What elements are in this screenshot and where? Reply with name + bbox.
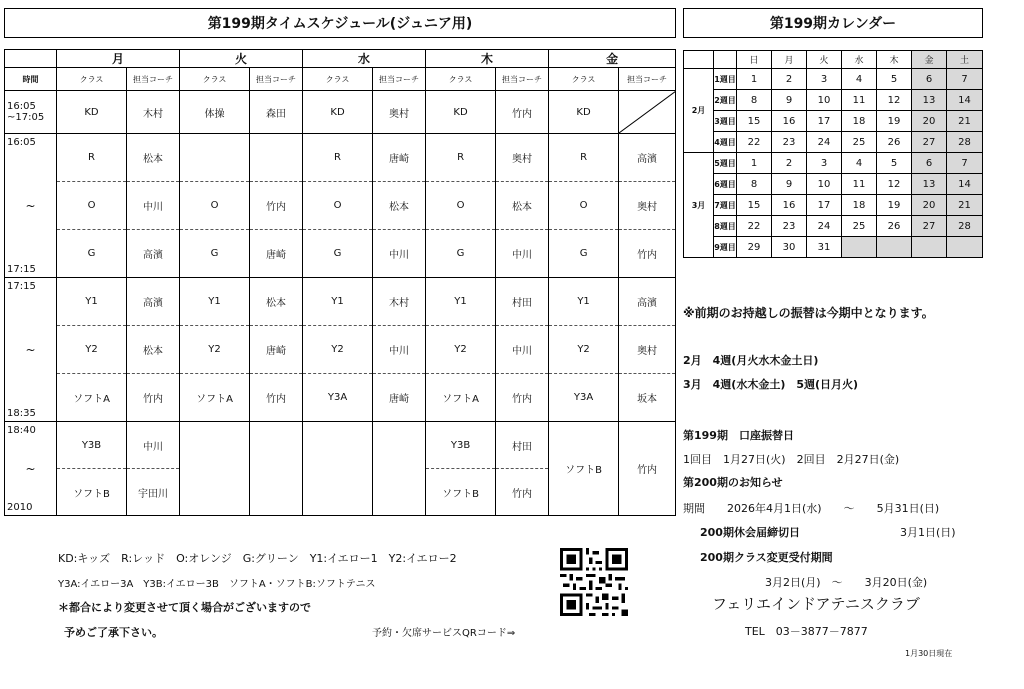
coach-header: 担当コーチ xyxy=(250,68,303,91)
cal-week-label: 6週目 xyxy=(714,174,737,195)
calendar-title xyxy=(683,8,983,38)
class-cell: R xyxy=(549,134,619,182)
cal-date: 28 xyxy=(947,132,983,153)
cal-date: 4 xyxy=(842,69,877,90)
cal-date: 25 xyxy=(842,132,877,153)
cal-date: 11 xyxy=(842,90,877,111)
cal-date: 8 xyxy=(737,90,772,111)
day-fri: 金 xyxy=(549,50,676,68)
coach-cell: 松本 xyxy=(373,182,426,230)
cal-date: 6 xyxy=(912,69,947,90)
class-cell: Y2 xyxy=(426,326,496,374)
coach-cell: 松本 xyxy=(127,134,180,182)
class-cell: 体操 xyxy=(180,91,250,134)
club-tel: TEL 03－3877－7877 xyxy=(745,625,868,638)
diagonal-cell xyxy=(619,91,676,134)
class-cell: Y1 xyxy=(549,278,619,326)
coach-header: 担当コーチ xyxy=(373,68,426,91)
corner-cell xyxy=(5,50,57,68)
coach-header: 担当コーチ xyxy=(496,68,549,91)
class-cell: G xyxy=(303,230,373,278)
class-cell: G xyxy=(549,230,619,278)
cal-date: 17 xyxy=(807,195,842,216)
class-cell: Y2 xyxy=(180,326,250,374)
mar-weeks-note: 3月 4週(水木金土) 5週(日月火) xyxy=(683,378,859,391)
cal-date: 17 xyxy=(807,111,842,132)
coach-cell: 竹内 xyxy=(250,182,303,230)
coach-cell: 奥村 xyxy=(373,91,426,134)
time-mid: ~ xyxy=(25,342,36,357)
transfer-dates: 1回目 1月27日(火) 2回目 2月27日(金) xyxy=(683,453,900,466)
cal-date: 5 xyxy=(877,69,912,90)
qr-label: 予約・欠席サービスQRコード⇒ xyxy=(372,628,516,639)
class-header: クラス xyxy=(303,68,373,91)
cal-date: 14 xyxy=(947,90,983,111)
class-cell: ソフトA xyxy=(180,374,250,422)
cal-date: 7 xyxy=(947,69,983,90)
coach-header: 担当コーチ xyxy=(127,68,180,91)
cal-date: 24 xyxy=(807,216,842,237)
coach-cell: 中川 xyxy=(127,422,180,469)
coach-cell: 奥村 xyxy=(619,182,676,230)
cal-date: 14 xyxy=(947,174,983,195)
qr-code[interactable] xyxy=(560,548,628,616)
calendar-week-row xyxy=(684,216,983,237)
coach-cell: 竹内 xyxy=(496,469,549,516)
class-cell: KD xyxy=(303,91,373,134)
class-header: クラス xyxy=(180,68,250,91)
time-end: 17:15 xyxy=(7,264,36,275)
calendar-week-row xyxy=(684,90,983,111)
coach-cell xyxy=(373,422,426,516)
coach-cell: 木村 xyxy=(127,91,180,134)
class-cell: Y3A xyxy=(549,374,619,422)
cal-date: 28 xyxy=(947,216,983,237)
cal-date: 23 xyxy=(772,216,807,237)
cal-day-sun: 日 xyxy=(737,51,772,69)
cal-date: 1 xyxy=(737,69,772,90)
cal-date xyxy=(842,237,877,258)
cal-date: 11 xyxy=(842,174,877,195)
coach-cell: 中川 xyxy=(127,182,180,230)
cal-date xyxy=(877,237,912,258)
coach-cell: 松本 xyxy=(250,278,303,326)
cal-date: 15 xyxy=(737,111,772,132)
coach-cell: 松本 xyxy=(496,182,549,230)
class-change-period: 3月2日(月) ～ 3月20日(金) xyxy=(765,576,928,589)
cal-date: 4 xyxy=(842,153,877,174)
cal-month-mar: 3月 xyxy=(684,153,714,258)
calendar-week-row xyxy=(684,237,983,258)
coach-cell: 竹内 xyxy=(250,374,303,422)
coach-cell: 村田 xyxy=(496,278,549,326)
coach-cell: 中川 xyxy=(496,326,549,374)
day-mon: 月 xyxy=(57,50,180,68)
table-row xyxy=(5,134,676,182)
coach-cell: 竹内 xyxy=(496,374,549,422)
cal-week-label: 8週目 xyxy=(714,216,737,237)
calendar-header-row xyxy=(684,51,983,69)
day-wed: 水 xyxy=(303,50,426,68)
cal-day-fri: 金 xyxy=(912,51,947,69)
cal-date: 16 xyxy=(772,111,807,132)
cal-date: 26 xyxy=(877,216,912,237)
class-cell: ソフトA xyxy=(57,374,127,422)
class-cell: R xyxy=(57,134,127,182)
class-cell: O xyxy=(57,182,127,230)
class-cell: ソフトA xyxy=(426,374,496,422)
cal-month-feb: 2月 xyxy=(684,69,714,153)
cal-date: 15 xyxy=(737,195,772,216)
cal-date: 2 xyxy=(772,69,807,90)
legend-line-4: 予めご了承下さい。 xyxy=(64,626,163,639)
absence-deadline-date: 3月1日(日) xyxy=(900,526,956,539)
cal-date: 2 xyxy=(772,153,807,174)
cal-date: 25 xyxy=(842,216,877,237)
cal-date: 18 xyxy=(842,111,877,132)
class-cell: KD xyxy=(57,91,127,134)
time-end: 18:35 xyxy=(7,408,36,419)
class-cell: G xyxy=(57,230,127,278)
coach-cell: 中川 xyxy=(373,230,426,278)
carryover-note: ※前期のお持越しの振替は今期中となります。 xyxy=(683,306,934,320)
class-cell: Y1 xyxy=(57,278,127,326)
class-cell: ソフトB xyxy=(549,422,619,516)
cal-date: 22 xyxy=(737,132,772,153)
coach-cell: 奥村 xyxy=(496,134,549,182)
calendar-week-row xyxy=(684,132,983,153)
diagonal-line xyxy=(619,91,676,133)
time-mid: ~ xyxy=(25,198,36,213)
class-cell: G xyxy=(426,230,496,278)
cal-week-label: 2週目 xyxy=(714,90,737,111)
cal-date xyxy=(947,237,983,258)
cal-date: 10 xyxy=(807,90,842,111)
calendar-week-row xyxy=(684,111,983,132)
cal-day-wed: 水 xyxy=(842,51,877,69)
coach-cell xyxy=(250,422,303,516)
cal-date: 13 xyxy=(912,90,947,111)
cal-week-label: 5週目 xyxy=(714,153,737,174)
schedule-title xyxy=(4,8,676,38)
coach-cell: 唐崎 xyxy=(373,134,426,182)
coach-cell: 竹内 xyxy=(619,422,676,516)
cal-date: 9 xyxy=(772,174,807,195)
coach-cell: 奥村 xyxy=(619,326,676,374)
calendar-title-text: 第199期カレンダー xyxy=(769,16,897,32)
cal-week-label: 3週目 xyxy=(714,111,737,132)
time-header: 時間 xyxy=(5,68,57,91)
cal-date: 23 xyxy=(772,132,807,153)
time-cell xyxy=(5,91,57,134)
cal-date: 26 xyxy=(877,132,912,153)
transfer-title: 第199期 口座振替日 xyxy=(683,429,794,442)
cal-date: 27 xyxy=(912,216,947,237)
table-row xyxy=(5,422,676,469)
cal-week-label: 1週目 xyxy=(714,69,737,90)
table-row xyxy=(5,374,676,422)
table-row xyxy=(5,326,676,374)
next-period-notice: 第200期のお知らせ xyxy=(683,476,783,489)
class-cell: Y2 xyxy=(549,326,619,374)
club-name: フェリエインドアテニスクラブ xyxy=(712,595,920,613)
cal-week-label: 7週目 xyxy=(714,195,737,216)
time-start: 17:15 xyxy=(7,281,36,292)
coach-cell: 高濱 xyxy=(619,278,676,326)
coach-cell: 唐崎 xyxy=(373,374,426,422)
cal-date: 8 xyxy=(737,174,772,195)
time-end: ~17:05 xyxy=(7,112,45,123)
class-header: クラス xyxy=(57,68,127,91)
class-cell: Y1 xyxy=(303,278,373,326)
class-header: クラス xyxy=(549,68,619,91)
cal-day-mon: 月 xyxy=(772,51,807,69)
class-cell: Y3A xyxy=(303,374,373,422)
cal-date: 19 xyxy=(877,111,912,132)
time-cell xyxy=(5,278,57,422)
cal-date: 3 xyxy=(807,69,842,90)
class-header: クラス xyxy=(426,68,496,91)
class-cell: KD xyxy=(549,91,619,134)
table-row xyxy=(5,230,676,278)
cal-corner xyxy=(714,51,737,69)
class-cell: O xyxy=(303,182,373,230)
class-cell: Y1 xyxy=(180,278,250,326)
cal-date: 30 xyxy=(772,237,807,258)
cal-date: 12 xyxy=(877,174,912,195)
calendar-week-row xyxy=(684,69,983,90)
coach-cell: 唐崎 xyxy=(250,230,303,278)
cal-day-tue: 火 xyxy=(807,51,842,69)
day-header-row xyxy=(5,50,676,68)
class-cell: Y2 xyxy=(57,326,127,374)
sub-header-row xyxy=(5,68,676,91)
coach-cell: 中川 xyxy=(496,230,549,278)
class-cell xyxy=(180,422,250,516)
cal-corner xyxy=(684,51,714,69)
table-row xyxy=(5,278,676,326)
class-cell xyxy=(180,134,250,182)
absence-deadline-label: 200期休会届締切日 xyxy=(700,526,800,539)
calendar-week-row xyxy=(684,174,983,195)
schedule-title-text: 第199期タイムスケジュール(ジュニア用) xyxy=(207,16,473,32)
table-row xyxy=(5,182,676,230)
cal-date: 29 xyxy=(737,237,772,258)
cal-week-label: 4週目 xyxy=(714,132,737,153)
coach-cell: 唐崎 xyxy=(250,326,303,374)
class-cell xyxy=(303,422,373,516)
cal-date: 22 xyxy=(737,216,772,237)
cal-date: 31 xyxy=(807,237,842,258)
class-cell: R xyxy=(303,134,373,182)
calendar-week-row xyxy=(684,153,983,174)
coach-cell: 中川 xyxy=(373,326,426,374)
cal-date: 19 xyxy=(877,195,912,216)
class-cell: O xyxy=(549,182,619,230)
day-tue: 火 xyxy=(180,50,303,68)
class-cell: G xyxy=(180,230,250,278)
cal-day-sat: 土 xyxy=(947,51,983,69)
cal-date: 24 xyxy=(807,132,842,153)
coach-cell: 竹内 xyxy=(127,374,180,422)
calendar-week-row xyxy=(684,195,983,216)
cal-date: 21 xyxy=(947,195,983,216)
class-cell: Y1 xyxy=(426,278,496,326)
calendar-table xyxy=(683,50,983,258)
cal-date: 6 xyxy=(912,153,947,174)
time-start: 16:05 xyxy=(7,137,36,148)
cal-date: 21 xyxy=(947,111,983,132)
cal-date: 20 xyxy=(912,111,947,132)
class-cell: O xyxy=(180,182,250,230)
coach-cell: 松本 xyxy=(127,326,180,374)
coach-header: 担当コーチ xyxy=(619,68,676,91)
class-cell: Y3B xyxy=(57,422,127,469)
coach-cell: 竹内 xyxy=(619,230,676,278)
legend-line-3: ＊都合により変更させて頂く場合がございますので xyxy=(58,601,311,614)
coach-cell: 竹内 xyxy=(496,91,549,134)
cal-date: 18 xyxy=(842,195,877,216)
time-mid: ~ xyxy=(25,461,36,476)
class-cell: R xyxy=(426,134,496,182)
time-end: 2010 xyxy=(7,502,33,513)
table-row xyxy=(5,91,676,134)
legend-line-2: Y3A:イエロー3A Y3B:イエロー3B ソフトA・ソフトB:ソフトテニス xyxy=(58,579,376,590)
coach-cell: 高濱 xyxy=(127,278,180,326)
time-start: 18:40 xyxy=(7,425,36,436)
class-cell: ソフトB xyxy=(57,469,127,516)
time-start: 16:05 xyxy=(7,101,36,112)
cal-date: 13 xyxy=(912,174,947,195)
coach-cell xyxy=(250,134,303,182)
cal-date: 3 xyxy=(807,153,842,174)
cal-date: 1 xyxy=(737,153,772,174)
cal-date: 9 xyxy=(772,90,807,111)
coach-cell: 坂本 xyxy=(619,374,676,422)
class-cell: KD xyxy=(426,91,496,134)
coach-cell: 村田 xyxy=(496,422,549,469)
day-thu: 木 xyxy=(426,50,549,68)
cal-day-thu: 木 xyxy=(877,51,912,69)
as-of-date: 1月30日現在 xyxy=(905,649,953,658)
time-cell xyxy=(5,422,57,516)
coach-cell: 高濱 xyxy=(619,134,676,182)
legend-line-1: KD:キッズ R:レッド O:オレンジ G:グリーン Y1:イエロー1 Y2:イエロー2 xyxy=(58,552,457,565)
class-cell: Y2 xyxy=(303,326,373,374)
time-cell xyxy=(5,134,57,278)
cal-week-label: 9週目 xyxy=(714,237,737,258)
cal-date: 7 xyxy=(947,153,983,174)
cal-date: 10 xyxy=(807,174,842,195)
cal-date: 27 xyxy=(912,132,947,153)
coach-cell: 森田 xyxy=(250,91,303,134)
cal-date: 16 xyxy=(772,195,807,216)
cal-date: 12 xyxy=(877,90,912,111)
cal-date: 5 xyxy=(877,153,912,174)
cal-date xyxy=(912,237,947,258)
class-cell: O xyxy=(426,182,496,230)
class-cell: Y3B xyxy=(426,422,496,469)
feb-weeks-note: 2月 4週(月火水木金土日) xyxy=(683,354,819,367)
coach-cell: 木村 xyxy=(373,278,426,326)
cal-date: 20 xyxy=(912,195,947,216)
class-cell: ソフトB xyxy=(426,469,496,516)
class-change-label: 200期クラス変更受付期間 xyxy=(700,551,833,564)
coach-cell: 高濱 xyxy=(127,230,180,278)
coach-cell: 宇田川 xyxy=(127,469,180,516)
next-period-dates: 期間 2026年4月1日(水) ～ 5月31日(日) xyxy=(683,502,940,515)
schedule-table xyxy=(4,49,676,516)
